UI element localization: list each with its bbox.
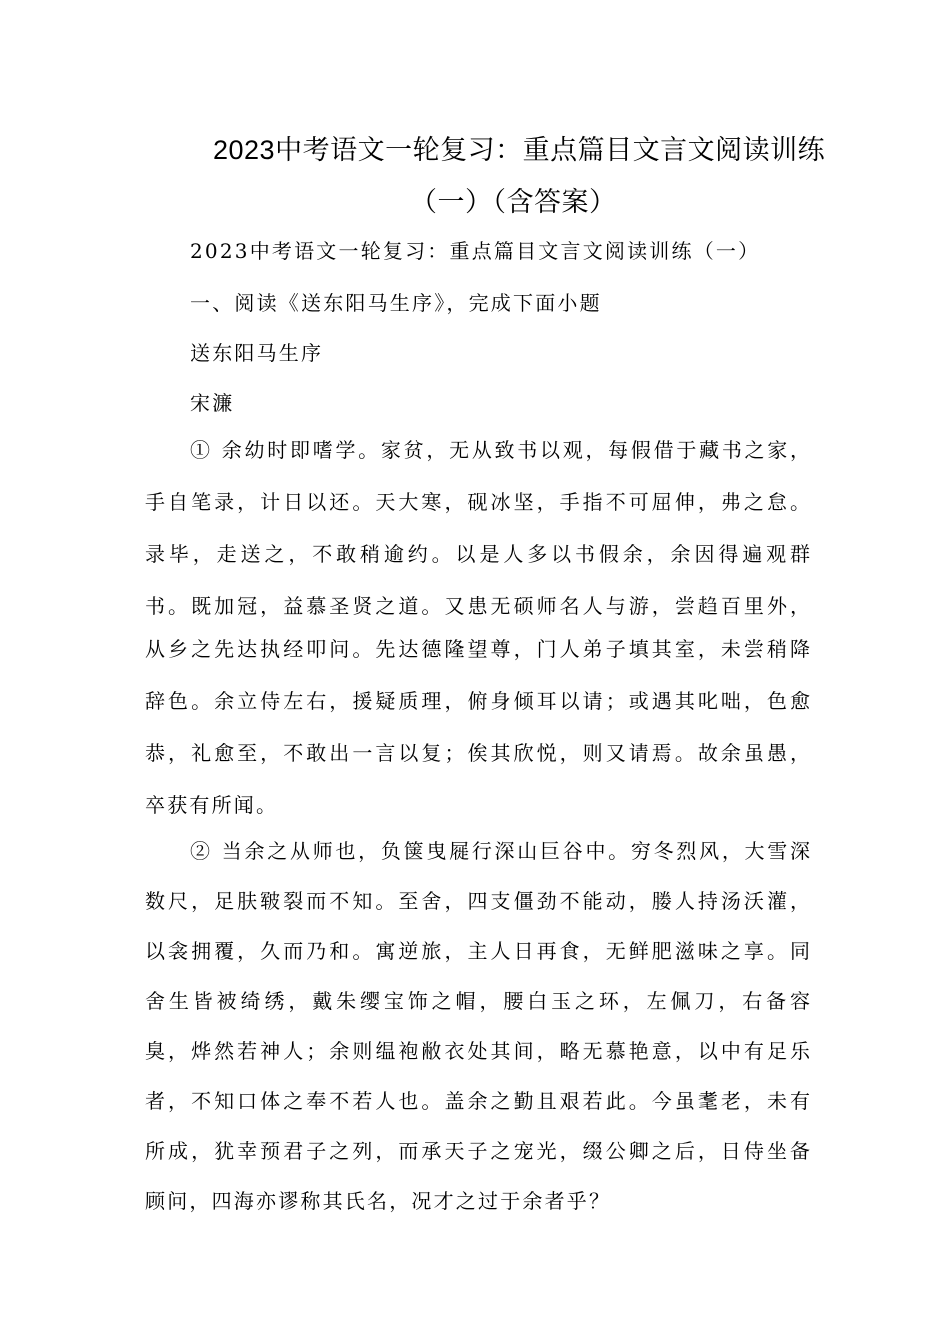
author: 宋濂 <box>190 391 235 415</box>
paragraph2-line: 舍生皆被绮绣，戴朱缨宝饰之帽，腰白玉之环，左佩刀，右备容 <box>145 989 810 1013</box>
paragraph1-line: 卒获有所闻。 <box>145 793 279 817</box>
paragraph2-line: 顾问，四海亦谬称其氏名，况才之过于余者乎？ <box>145 1189 612 1213</box>
section-heading: 一、阅读《送东阳马生序》，完成下面小题 <box>190 291 602 315</box>
paragraph2-line: 以衾拥覆，久而乃和。寓逆旅，主人日再食，无鲜肥滋味之享。同 <box>145 939 810 963</box>
document-title-line-1: 2023中考语文一轮复习：重点篇目文言文阅读训练 <box>213 135 826 165</box>
paragraph1-line: 书。既加冠，益慕圣贤之道。又患无硕师名人与游，尝趋百里外， <box>145 594 810 618</box>
paragraph1-line: 手自笔录，计日以还。天大寒，砚冰坚，手指不可屈伸，弗之怠。 <box>145 490 810 514</box>
text-title: 送东阳马生序 <box>190 341 324 365</box>
paragraph1-line: 从乡之先达执经叩问。先达德隆望尊，门人弟子填其室，未尝稍降 <box>145 637 810 661</box>
paragraph2-line: ② 当余之从师也，负箧曳屣行深山巨谷中。穷冬烈风，大雪深 <box>190 839 810 863</box>
paragraph1-line: 辞色。余立侍左右，援疑质理，俯身倾耳以请；或遇其叱咄，色愈 <box>145 689 810 713</box>
paragraph1-line: 录毕，走送之，不敢稍逾约。以是人多以书假余，余因得遍观群 <box>145 542 810 566</box>
paragraph2-line: 臭，烨然若神人；余则缊袍敝衣处其间，略无慕艳意，以中有足乐 <box>145 1039 810 1063</box>
paragraph2-line: 者，不知口体之奉不若人也。盖余之勤且艰若此。今虽耄老，未有 <box>145 1089 810 1113</box>
paragraph1-line: 恭，礼愈至，不敢出一言以复；俟其欣悦，则又请焉。故余虽愚， <box>145 741 810 765</box>
subtitle: 2023中考语文一轮复习：重点篇目文言文阅读训练（一） <box>190 239 761 263</box>
paragraph1-line: ① 余幼时即嗜学。家贫，无从致书以观，每假借于藏书之家， <box>190 438 810 462</box>
paragraph2-line: 所成，犹幸预君子之列，而承天子之宠光，缀公卿之后，日侍坐备 <box>145 1139 810 1163</box>
document-title-line-2: （一）（含答案） <box>410 187 617 217</box>
paragraph2-line: 数尺，足肤皲裂而不知。至舍，四支僵劲不能动，媵人持汤沃灌， <box>145 889 810 913</box>
